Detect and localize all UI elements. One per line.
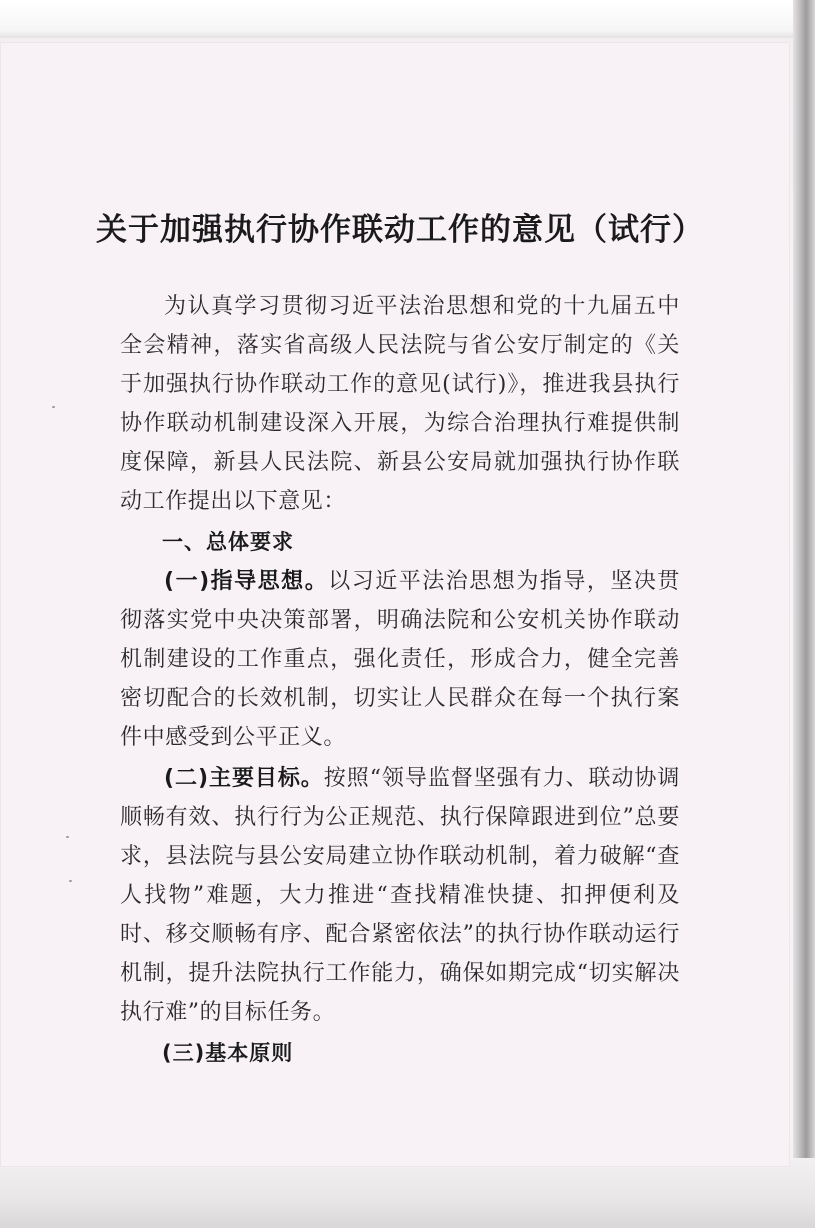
scan-speck — [66, 836, 69, 838]
item-guiding-ideology — [120, 562, 680, 757]
item-main-goals-text: 按照“领导监督坚强有力、联动协调顺畅有效、执行行为公正规范、执行保障跟进到位”总要求，县法院与县公安局建立协作联动机制，着力破解“查人找物”难题，大力推进“查找精准快捷、扣押便利及时、移交顺畅有序、配合紧密依法”的执行协作联动运行机制，提升法院执行工作能力，确保如期完成“切实解决执行难”的目标任务。 — [120, 766, 680, 1025]
scan-speck — [69, 880, 72, 882]
scan-speck — [52, 406, 55, 408]
scan-top-margin — [0, 0, 815, 38]
document-title: 关于加强执行协作联动工作的意见（试行） — [96, 212, 704, 248]
item-basic-principles-heading: (三)基本原则 — [162, 1041, 294, 1065]
scan-right-edge — [793, 0, 815, 1228]
section-heading-general-requirements: 一、总体要求 — [162, 530, 294, 554]
item-guiding-ideology-lead: (一)指导思想。 — [164, 569, 329, 594]
item-guiding-ideology-text: 以习近平法治思想为指导，坚决贯彻落实党中央决策部署，明确法院和公安机关协作联动机制建设的工作重点，强化责任，形成合力，健全完善密切配合的长效机制，切实让人民群众在每一个执行案件中感受到公平正义。 — [120, 569, 680, 750]
item-main-goals-lead: (二)主要目标。 — [164, 766, 324, 791]
item-main-goals — [120, 759, 680, 1032]
scan-bottom-margin — [0, 1158, 815, 1228]
intro-paragraph: 为认真学习贯彻习近平法治思想和党的十九届五中全会精神，落实省高级人民法院与省公安厅制定的《关于加强执行协作联动工作的意见(试行)》，推进我县执行协作联动机制建设深入开展，为综合治理执行难提供制度保障，新县人民法院、新县公安局就加强执行协作联动工作提出以下意见： — [120, 294, 680, 514]
document-body — [120, 287, 680, 1073]
